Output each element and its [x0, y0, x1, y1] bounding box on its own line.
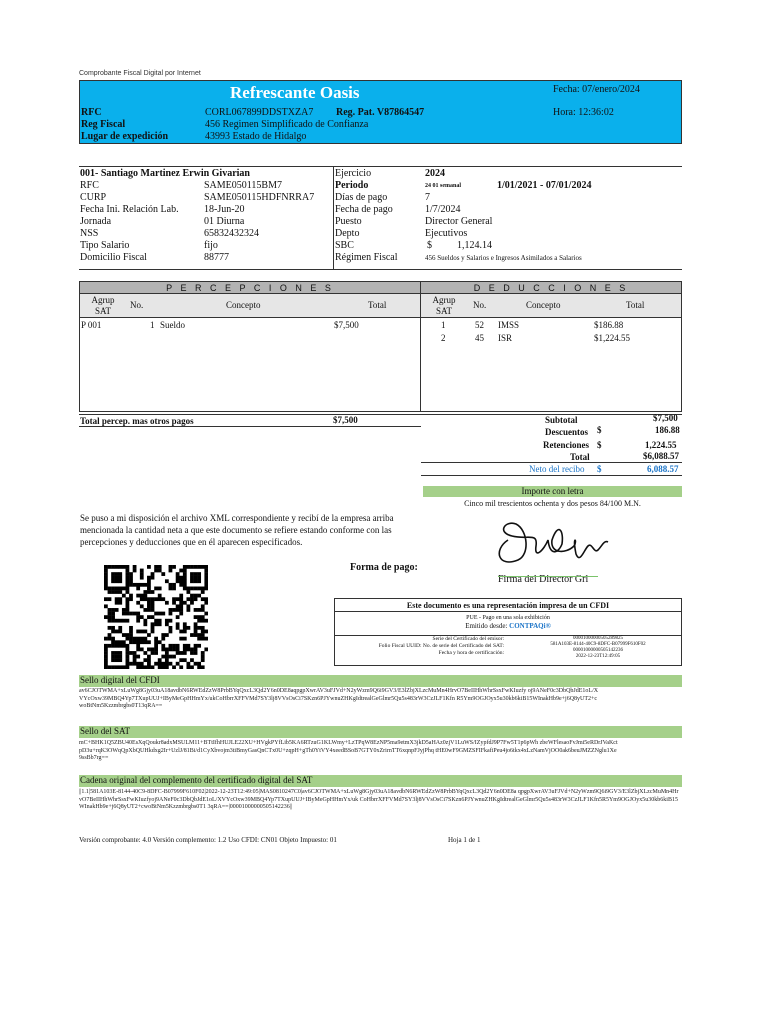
company-name: Refrescante Oasis: [230, 83, 360, 102]
cfdi-box: [334, 598, 682, 666]
summary-bottom-border: [421, 475, 682, 476]
descuentos-label: Descuentos: [545, 427, 588, 437]
company-header: [79, 80, 682, 144]
sbc-value: 1,124.14: [457, 240, 492, 251]
neto-label: Neto del recibo: [529, 464, 585, 474]
row-value: SAME050115BM7: [204, 180, 282, 191]
total-percepciones-value: $7,500: [333, 415, 358, 425]
subtotal-label: Subtotal: [545, 415, 578, 425]
cell-total: $1,224.55: [594, 333, 630, 343]
deducciones-table: [421, 281, 682, 412]
summary-mid-border: [421, 462, 682, 463]
periodo-label: Periodo: [335, 180, 369, 191]
depto-row: [335, 228, 681, 240]
ejercicio-label: Ejercicio: [335, 168, 372, 179]
employee-row: [80, 228, 330, 240]
regimen-value: 456 Sueldos y Salarios e Ingresos Asimilados a Salarios: [425, 254, 582, 262]
table-row: [421, 333, 681, 345]
importe-text: Cinco mil trescientos ochenta y dos pesos 84/100 M.N.: [464, 499, 641, 508]
neto-value: 6,088.57: [647, 464, 679, 474]
contpaqi-logo: CONTPAQi®: [509, 622, 551, 630]
deducciones-header: [421, 294, 681, 318]
sello-cfdi-text: av6CJOTWMA+xLuWg8Gjy03uA18avdbN6RWEdZzW8PrbBYqQxcL3Qd2Y6n0DE8aqpgpXwrAV3uFJVd+N2yWzm9Q6i9GV3/E3lZbjXLzcMuMn4HrvO7BeIIHhWhrSsxFwKIuzfy oj9ANeF0c3DbQbJdE1oL/XVYcOxw39MBQ4Yp7TXupUUJ+IByMeGpHHmYx/ukCoHbrrXFFVMd7SY3lj8VVsOsCi7SKzn6PJYwnuZHKgIdtrealGeGlmr5Qu5s483rW3CzJLF1Kfn R5Ym9OGJOyx5u30kb6kiB15WInakHb9e+j6Q8yUT2+cwoBtNm5Kzzmbrgbs0T13qRA==: [79, 688, 599, 709]
subtotal-value: $7,500: [653, 413, 678, 423]
col-no: No.: [130, 300, 144, 310]
sbc-label: SBC: [335, 240, 354, 251]
col-agrup: Agrup SAT: [91, 295, 115, 316]
dias-value: 7: [425, 192, 430, 203]
lugar-label: Lugar de expedición: [81, 131, 169, 142]
employee-top-border: [79, 166, 682, 167]
cfdi-pue: PUE - Pago en una sola exhibición: [466, 615, 550, 621]
total-percepciones-row: [79, 414, 421, 427]
employee-row: [80, 192, 330, 204]
row-value: 01 Diurna: [204, 216, 245, 227]
col-concepto: Concepto: [526, 300, 561, 310]
firma-label: Firma del Director Grl: [498, 574, 589, 585]
cell-total: $186.88: [594, 320, 624, 330]
cadena-text: ||1.1|581A103E-8144-40C9-8DFC-B07999F610F02|2022-12-23T12:49:05|MAS0810247C0|av6CJOTWMA+xLuWg8Gjy03uA18avdbN6RWEdZzW8PrbBYqQxcL3Qd2Y6n0DE8a qpgpXwrAV3uFJVd+N2yWzm9Q6i9GV3/E3lZbjXLzcMuMn4HrvO7BeIIHhWhrSsxFwKIuzfyoj9ANeF0c3DbQbJdE1oL/XVYcOxw39MBQ4Yp7TXupUUJ+IByMeGpHHmYx/uk CoHbrrXFFVMd7SY3lj8VVsOsCi7SKzn6PJYwnuZHKgIdtrealGeGlmr5Qu5s483rW3CzJLF1Kfn5R5Ym9OGJOyx5u30kb6kiB15WInakHb9e+j6Q8yUT2+cwoBtNm5Kzzmbrgbs0T1 3qRA==|00001000000505142236||: [79, 789, 679, 810]
rfc-label: RFC: [81, 107, 102, 118]
reg-fiscal-label: Reg Fiscal: [81, 119, 126, 130]
row-value: SAME050115HDFNRRA7: [204, 192, 315, 203]
row-value: fijo: [204, 240, 218, 251]
percepciones-table: [79, 281, 421, 412]
puesto-label: Puesto: [335, 216, 362, 227]
cell-agrup: 2: [441, 333, 446, 343]
depto-label: Depto: [335, 228, 360, 239]
regimen-row: [335, 252, 681, 264]
employee-row: [80, 252, 330, 264]
cell-no: 52: [475, 320, 484, 330]
row-label: Tipo Salario: [80, 240, 130, 251]
percepciones-header: [80, 294, 420, 318]
firma-underline: [498, 576, 598, 577]
cfdi-title: Este documento es una representación impresa de un CFDI: [335, 599, 681, 612]
sbc-currency: $: [427, 240, 432, 251]
cfdi-values: [515, 636, 681, 660]
fecha-cert-label: Fecha y hora de certificación:: [438, 650, 504, 656]
ejercicio-row: [335, 168, 681, 180]
reg-fiscal-value: 456 Regimen Simplificado de Confianza: [205, 119, 369, 130]
cell-no: 45: [475, 333, 484, 343]
employee-left-list: [80, 180, 330, 264]
periodo-row: [335, 180, 681, 192]
col-total: Total: [368, 300, 387, 310]
fecha-pago-value: 1/7/2024: [425, 204, 461, 215]
cell-total: $7,500: [334, 320, 359, 330]
dias-label: Días de pago: [335, 192, 388, 203]
row-label: Jornada: [80, 216, 112, 227]
cell-agrup: 1: [441, 320, 446, 330]
col-total: Total: [626, 300, 645, 310]
table-row: [80, 320, 420, 332]
serie-label: Serie del Certificado del emisor:: [432, 636, 504, 642]
cfdi-labels: [339, 636, 504, 657]
employee-row: [80, 216, 330, 228]
emitido-label: Emitido desde:: [465, 622, 508, 630]
periodo-value: 24 01 semanal: [425, 183, 461, 189]
periodo-range: 1/01/2021 - 07/01/2024: [497, 180, 592, 191]
employee-row: [80, 240, 330, 252]
cadena-title: Cadena original del complemento del certificado digital del SAT: [79, 775, 682, 787]
row-label: CURP: [80, 192, 107, 203]
lugar-value: 43993 Estado de Hidalgo: [205, 131, 307, 142]
fecha-text: Fecha: 07/enero/2024: [553, 84, 640, 95]
total-percepciones-label: Total percep. mas otros pagos: [80, 416, 194, 426]
puesto-row: [335, 216, 681, 228]
ejercicio-value: 2024: [425, 168, 445, 179]
depto-value: Ejecutivos: [425, 228, 468, 239]
sello-sat-title: Sello del SAT: [79, 726, 682, 738]
fecha-pago-label: Fecha de pago: [335, 204, 393, 215]
employee-row: [80, 204, 330, 216]
reg-pat: Reg. Pat. V87864547: [336, 107, 425, 118]
row-label: Fecha Ini. Relación Lab.: [80, 204, 179, 215]
col-agrup: Agrup SAT: [432, 295, 456, 316]
importe-title: Importe con letra: [423, 486, 682, 497]
cell-concepto: Sueldo: [160, 320, 186, 330]
cfdi-emitido: [335, 622, 681, 631]
employee-name: 001- Santiago Martinez Erwin Givarian: [80, 168, 250, 179]
document-caption: Comprobante Fiscal Digital por Internet: [79, 70, 201, 77]
cell-concepto: IMSS: [498, 320, 520, 330]
col-no: No.: [473, 300, 487, 310]
row-value: 65832432324: [204, 228, 259, 239]
employee-bottom-border: [79, 269, 682, 270]
signature-image: [488, 510, 612, 574]
retenciones-value: 1,224.55: [645, 440, 677, 450]
row-label: NSS: [80, 228, 99, 239]
table-row: [421, 320, 681, 332]
qr-code-icon: [104, 565, 208, 669]
employee-row: [80, 180, 330, 192]
row-value: 88777: [204, 252, 229, 263]
sbc-row: [335, 240, 681, 252]
row-label: Domicilio Fiscal: [80, 252, 147, 263]
regimen-label: Régimen Fiscal: [335, 252, 398, 263]
neto-currency: $: [597, 464, 602, 474]
deducciones-title: D E D U C C I O N E S: [421, 282, 681, 294]
forma-pago-label: Forma de pago:: [350, 562, 418, 573]
summary-block: [421, 414, 682, 476]
puesto-value: Director General: [425, 216, 493, 227]
declaration-text: Se puso a mi disposición el archivo XML correspondiente y recibí de la empresa arriba mencionada la cantidad neta a que este documento se refiere estando conforme con las percepciones y deducciones que en él aparecen especificados.: [80, 513, 394, 547]
cell-no: 1: [150, 320, 155, 330]
fecha-cert-value: 2022-12-23T12:49:05: [575, 654, 621, 659]
col-concepto: Concepto: [226, 300, 261, 310]
folio-label: Folio Fiscal UUID: No. de serie del Certificado del SAT:: [378, 643, 504, 649]
footer-page: Hoja 1 de 1: [448, 836, 481, 844]
employee-divider: [333, 166, 334, 270]
serie-value: 00001000000505289825: [573, 636, 623, 641]
footer-version: Versión comprobante: 4.0 Versión complemento: 1.2 Uso CFDI: CN01 Objeto Impuesto: 01: [79, 836, 337, 844]
uuid-value: 581A103E-8144-40C9-8DFC-B07999F610F02: [550, 642, 646, 647]
cell-concepto: ISR: [498, 333, 513, 343]
rfc-value: CORL067899DDSTXZA7: [205, 107, 314, 118]
dias-row: [335, 192, 681, 204]
total-value: $6,088.57: [643, 451, 679, 461]
retenciones-label: Retenciones: [543, 440, 589, 450]
row-label: RFC: [80, 180, 99, 191]
hora-text: Hora: 12:36:02: [553, 107, 614, 118]
row-value: 18-Jun-20: [204, 204, 245, 215]
percepciones-title: P E R C E P C I O N E S: [80, 282, 420, 294]
retenciones-currency: $: [597, 440, 602, 450]
sello-cfdi-title: Sello digital del CFDI: [79, 675, 682, 687]
cell-agrup: P 001: [81, 320, 102, 330]
total-label: Total: [570, 452, 590, 462]
employee-right-list: [335, 168, 681, 264]
cert-value: 00001000000505142236: [573, 648, 623, 653]
descuentos-value: 186.88: [655, 425, 680, 435]
sello-sat-text: mC+BHK1Q5ZBU40EsXqQoukr8adxMSULM11+BTtIfhHUJLE22XU+HVgkPYfLib5KA6RTzuG1KLWmy+LzTPqW8EzNP5ma9etmX3jkD5aHAz0zjV1LuWS/IZypfdJ9P7Fw5T1p6pWh zbeWFlesaoFvJmi5eRDrJVaKctpD3u+rqK3OWqQpXbQUHkdxg2Ir+UzlJ/81Bi/d1CyXbvojm3tiBmyGasQnCTx0U+zqpH+gTh0YtVY4xeedBSoB7GTY0xZrirnTT6xqnpFJyjPhq tHE0wF9GMZSFIFkafiPeu4jo6tkx4xLzNamVjOO0ak6beuJMZZNglu1Xe9ssBb7rg==: [79, 740, 618, 761]
fecha-pago-row: [335, 204, 681, 216]
descuentos-currency: $: [597, 425, 602, 435]
